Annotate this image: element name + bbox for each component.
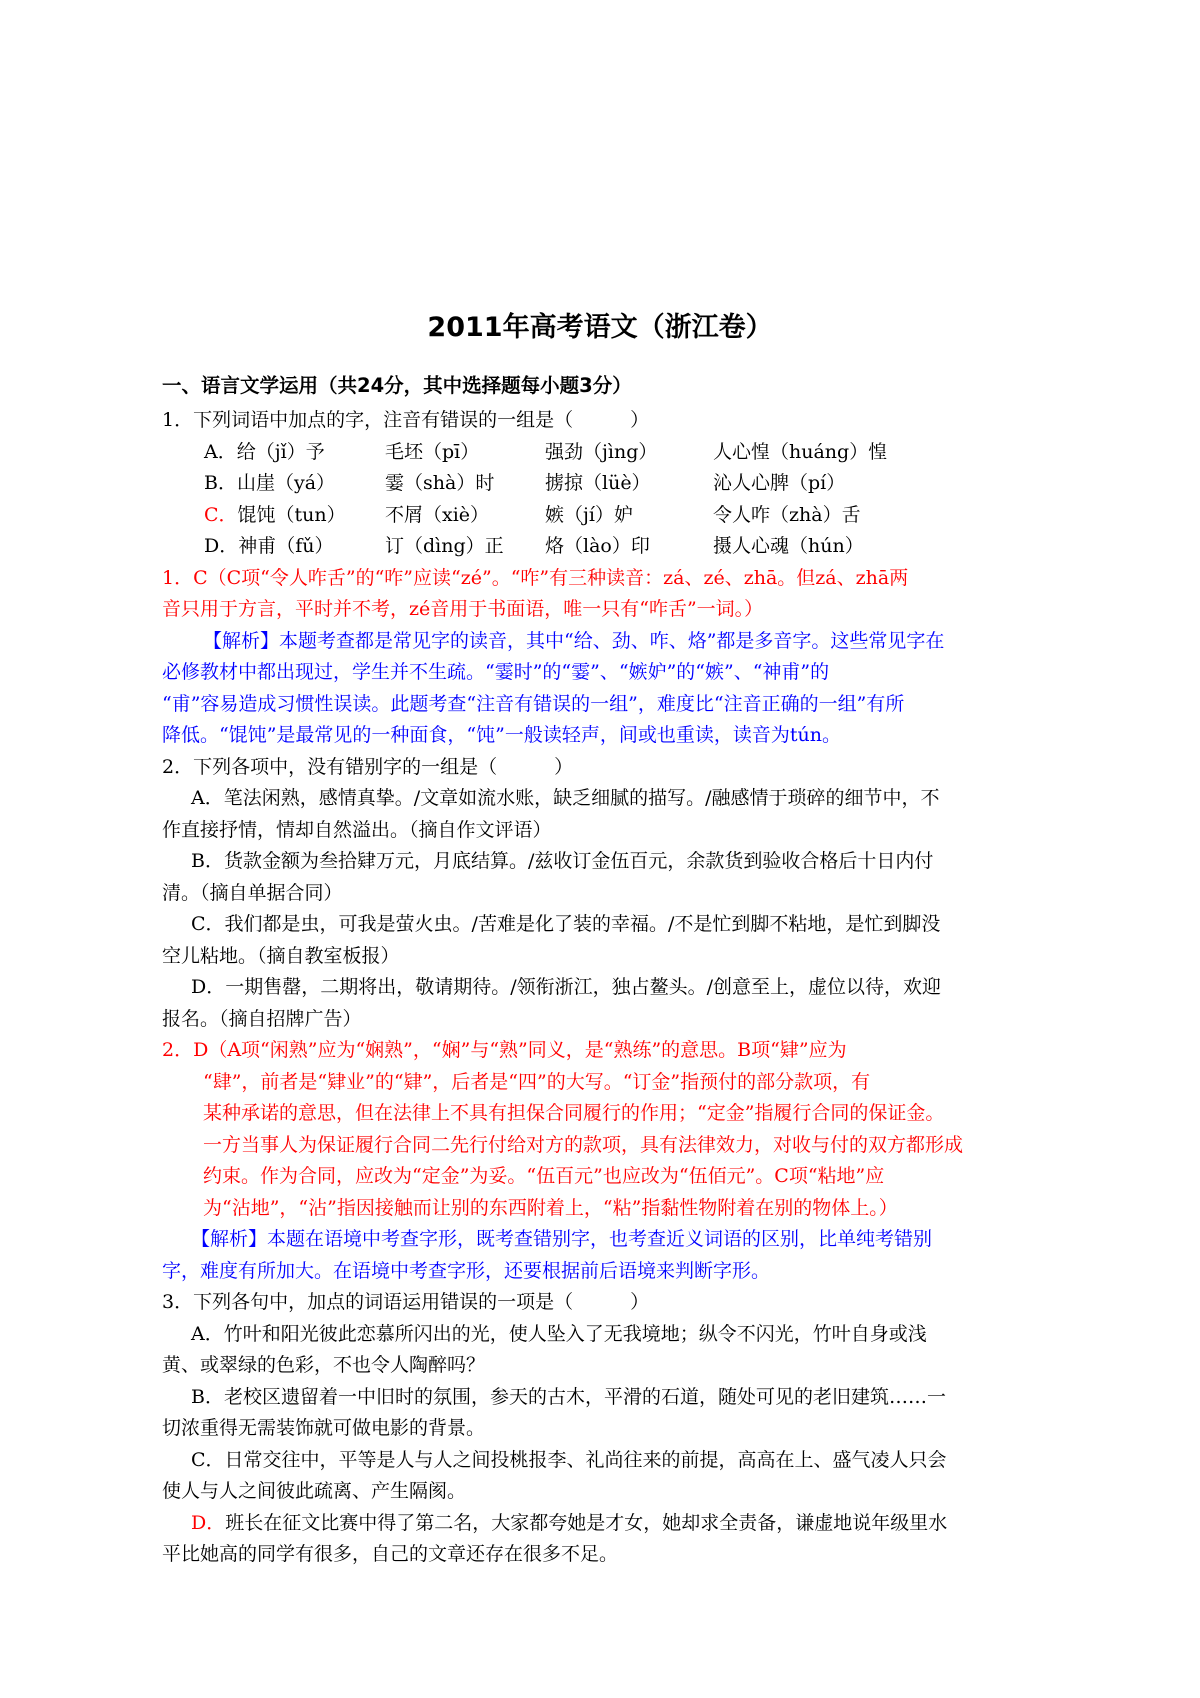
q1-option-cell: 掳掠（lüè） xyxy=(545,472,651,494)
q3-stem: 3．下列各句中，加点的词语运用错误的一项是（ ） xyxy=(162,1291,650,1313)
q1-option-cell-correct xyxy=(204,500,385,532)
q3-option-line: C．日常交往中，平等是人与人之间投桃报李、礼尚往来的前提，高高在上、盛气凌人只会 xyxy=(191,1448,947,1471)
q1-option-cell: 不屑（xiè） xyxy=(385,503,490,526)
q2-stem: 2．下列各项中，没有错别字的一组是（ ） xyxy=(162,755,574,778)
q1-option-cell: A．给（jǐ）予 xyxy=(204,440,325,463)
q1-option-c xyxy=(162,500,1062,532)
q1-option-cell: 强劲（jìng） xyxy=(545,440,658,463)
q3-option-line: 使人与人之间彼此疏离、产生隔阂。 xyxy=(162,1480,467,1502)
q3-option-line: 切浓重得无需装饰就可做电影的背景。 xyxy=(162,1417,486,1439)
q1-option-cell: 毛坯（pī） xyxy=(385,440,480,463)
q1-option-cell: B．山崖（yá） xyxy=(204,472,336,494)
q2-option-line: 报名。（摘自招牌广告） xyxy=(162,1007,362,1030)
q1-option-cell: 烙（lào）印 xyxy=(545,535,650,557)
q2-option-line: 作直接抒情，情却自然溢出。（摘自作文评语） xyxy=(162,818,552,841)
q3-option-d-letter: D． xyxy=(191,1511,226,1534)
q2-answer-line: “肆”，前者是“肄业”的“肄”，后者是“四”的大写。“订金”指预付的部分款项，有 xyxy=(203,1070,871,1093)
q2-option-line: 清。（摘自单据合同） xyxy=(162,881,343,904)
q1-answer-line: 音只用于方言，平时并不考，zé音用于书面语，唯一只有“咋舌”一词。） xyxy=(162,598,764,620)
q2-answer-line: 2．D（A项“闲熟”应为“娴熟”，“娴”与“熟”同义，是“熟练”的意思。B项“肄”应为 xyxy=(162,1039,847,1061)
q1-option-cell: D．神甫（fǔ） xyxy=(204,535,334,557)
q1-option-b xyxy=(162,468,1062,500)
q3-option-d-line xyxy=(162,1508,1062,1540)
q1-analysis-line: 【解析】本题考查都是常见字的读音，其中“给、劲、咋、烙”都是多音字。这些常见字在 xyxy=(203,629,945,652)
q1-option-cell: 摄人心魂（hún） xyxy=(713,535,864,557)
q1-stem: 1．下列词语中加点的字，注音有错误的一组是（ ） xyxy=(162,409,650,431)
q2-answer-line: 某种承诺的意思，但在法律上不具有担保合同履行的作用；“定金”指履行合同的保证金。 xyxy=(203,1102,945,1124)
q1-option-c-word: 馄饨（tun） xyxy=(237,503,346,526)
q3-option-d-text: 班长在征文比赛中得了第二名，大家都夸她是才女，她却求全责备，谦虚地说年级里水 xyxy=(225,1511,948,1534)
q2-option-line: D．一期售罄，二期将出，敬请期待。/领衔浙江，独占鳌头。/创意至上，虚位以待，欢迎 xyxy=(191,976,942,998)
q2-option-line: C．我们都是虫，可我是萤火虫。/苦难是化了装的幸福。/不是忙到脚不粘地，是忙到脚没 xyxy=(191,913,941,935)
q2-option-line: A．笔法闲熟，感情真挚。/文章如流水账，缺乏细腻的描写。/融感情于琐碎的细节中，不 xyxy=(191,787,940,809)
exam-content xyxy=(162,405,1062,1571)
page-title: 2011年高考语文（浙江卷） xyxy=(427,312,773,343)
q1-option-cell: 霎（shà）时 xyxy=(385,472,495,494)
q1-option-cell: 令人咋（zhà）舌 xyxy=(713,503,861,526)
q1-option-cell: 订（dìng）正 xyxy=(385,535,504,557)
q1-analysis-line: 必修教材中都出现过，学生并不生疏。“霎时”的“霎”、“嫉妒”的“嫉”、“神甫”的 xyxy=(162,661,830,683)
q3-option-line: B．老校区遗留着一中旧时的氛围，参天的古木，平滑的石道，随处可见的老旧建筑……一 xyxy=(191,1385,946,1408)
q2-analysis-line: 【解析】本题在语境中考查字形，既考查错别字，也考查近义词语的区别，比单纯考错别 xyxy=(191,1228,933,1250)
q2-option-line: B．货款金额为叁拾肄万元，月底结算。/兹收订金伍百元，余款货到验收合格后十日内付 xyxy=(191,850,934,872)
q2-answer-line: 为“沾地”，“沾”指因接触而让别的东西附着上，“粘”指黏性物附着在别的物体上。） xyxy=(203,1196,898,1219)
q2-option-line: 空儿粘地。（摘自教室板报） xyxy=(162,944,400,967)
q1-option-a xyxy=(162,437,1062,469)
q2-answer-line: 一方当事人为保证履行合同二先行付给对方的款项，具有法律效力，对收与付的双方都形成 xyxy=(203,1133,964,1156)
q1-answer-line: 1．C（C项“令人咋舌”的“咋”应读“zé”。“咋”有三种读音：zá、zé、zhā。但zá、zhā两 xyxy=(162,566,909,589)
q1-analysis-line: 降低。“馄饨”是最常见的一种面食，“饨”一般读轻声，间或也重读，读音为tún。 xyxy=(162,724,841,746)
q1-option-cell: 嫉（jí）妒 xyxy=(545,503,633,526)
q1-option-c-letter: C． xyxy=(204,503,238,526)
q1-option-cell: 人心惶（huáng）惶 xyxy=(713,440,888,463)
q2-analysis-line: 字，难度有所加大。在语境中考查字形，还要根据前后语境来判断字形。 xyxy=(162,1259,771,1282)
section-heading: 一、语言文学运用（共24分，其中选择题每小题3分） xyxy=(162,374,632,397)
q1-analysis-line: “甫”容易造成习惯性误读。此题考查“注音有错误的一组”，难度比“注音正确的一组”有所 xyxy=(162,692,905,715)
q2-answer-line: 约束。作为合同，应改为“定金”为妥。“伍百元”也应改为“伍佰元”。C项“粘地”应 xyxy=(203,1165,885,1187)
q3-option-line: 平比她高的同学有很多，自己的文章还存在很多不足。 xyxy=(162,1543,619,1565)
q1-option-cell: 沁人心脾（pí） xyxy=(713,472,846,494)
q3-option-line: A．竹叶和阳光彼此恋慕所闪出的光，使人坠入了无我境地；纵令不闪光，竹叶自身或浅 xyxy=(191,1322,927,1345)
q3-option-line: 黄、或翠绿的色彩，不也令人陶醉吗？ xyxy=(162,1354,486,1376)
q1-option-d xyxy=(162,531,1062,563)
